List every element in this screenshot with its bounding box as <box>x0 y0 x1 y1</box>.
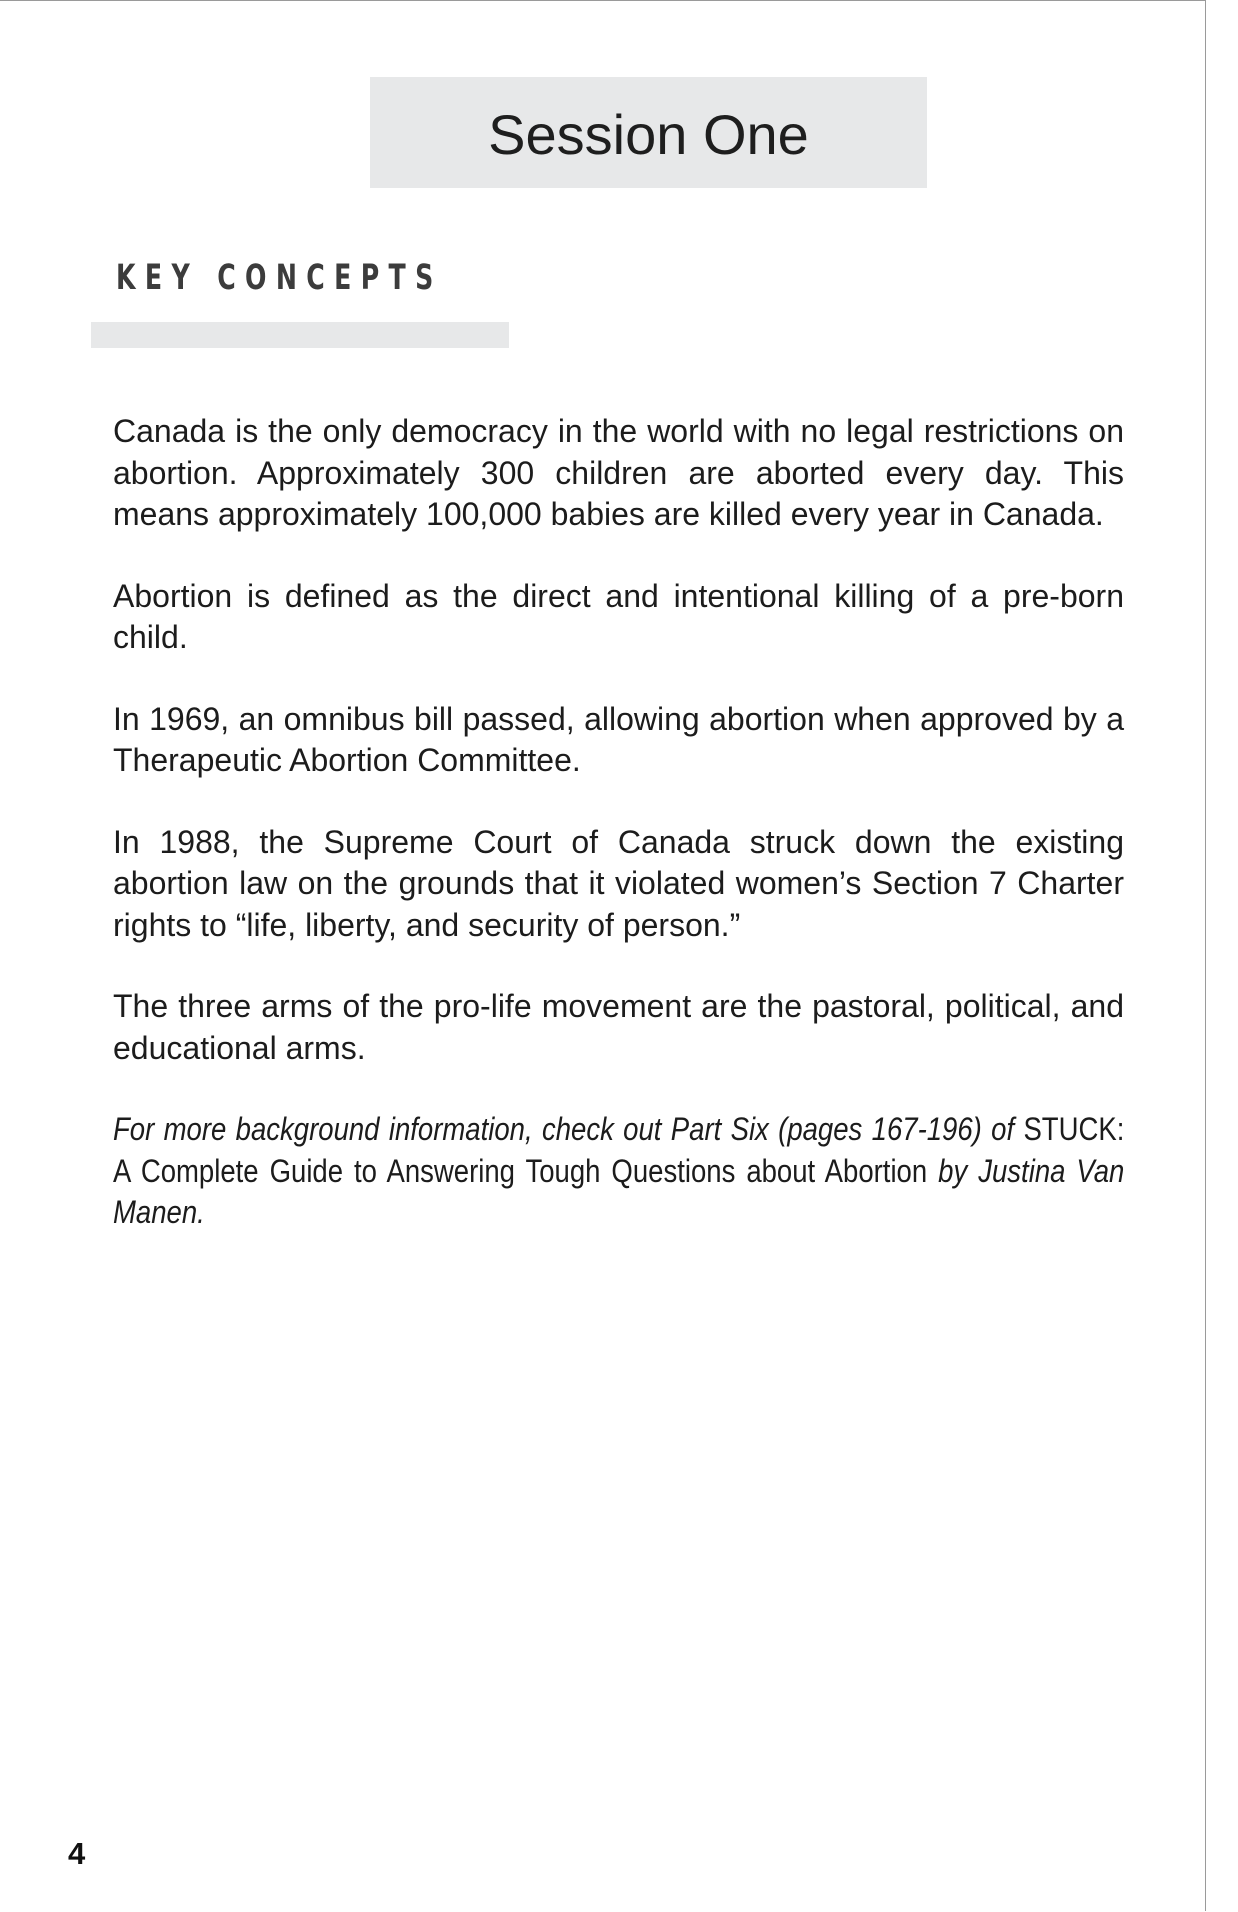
session-title-box <box>370 77 927 188</box>
key-concepts-content <box>113 411 1124 1234</box>
paragraph-1969-omnibus-bill: In 1969, an omnibus bill passed, allowing abortion when approved by a Therapeutic Abortion Committee. <box>113 700 1124 778</box>
note-intro: For more background information, check out Part Six (pages 167-196) of <box>113 1111 1024 1147</box>
paragraph-1988-supreme-court: In 1988, the Supreme Court of Canada struck down the existing abortion law on the grounds that it violated women’s Section 7 Charter rights to “life, liberty, and security of person.” <box>113 823 1124 943</box>
paragraph-canada-abortion-law: Canada is the only democracy in the world with no legal restrictions on abortion. Approximately 300 children are aborted every day. This means approximately 100,000 babies are killed every year in Canada. <box>113 413 1124 532</box>
paragraph-abortion-definition: Abortion is defined as the direct and intentional killing of a pre-born child. <box>113 577 1124 655</box>
note-author: by Justina Van Manen. <box>113 1152 1125 1230</box>
background-reading-note <box>113 1109 1124 1234</box>
key-concepts-heading: KEY CONCEPTS <box>116 258 443 298</box>
note-book-title: STUCK: A Complete Guide to Answering Tough Questions about Abortion <box>113 1111 1125 1189</box>
key-concepts-underline-bar <box>91 322 509 348</box>
paragraph-three-arms: The three arms of the pro-life movement are the pastoral, political, and educational arms. <box>113 988 1124 1066</box>
session-title: Session One <box>488 102 809 166</box>
page-number: 4 <box>68 1836 86 1871</box>
